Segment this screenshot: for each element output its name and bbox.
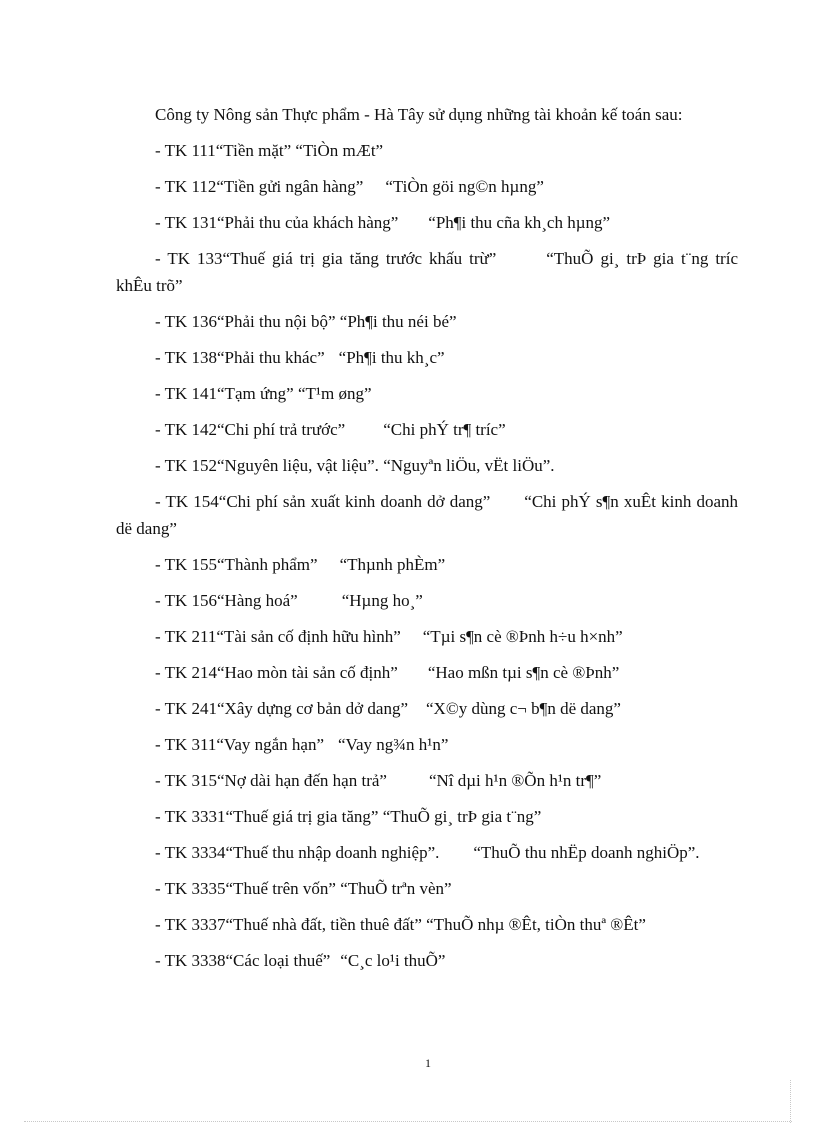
account-code: - TK 3338: [155, 951, 226, 970]
account-code: - TK 133: [155, 249, 223, 268]
account-name: “Chi phí trả trước”: [217, 420, 346, 439]
account-name: “Hao mòn tài sản cố định”: [217, 663, 398, 682]
account-code: - TK 131: [155, 213, 218, 232]
account-code: - TK 3337: [155, 915, 226, 934]
account-code: - TK 311: [155, 735, 217, 754]
account-code: - TK 154: [155, 492, 219, 511]
account-item-154: [116, 488, 738, 542]
account-item-112: [116, 173, 738, 200]
account-code: - TK 136: [155, 312, 218, 331]
document-body: [116, 101, 743, 983]
account-code: - TK 155: [155, 555, 218, 574]
account-name-legacy: “Ph¶i thu cña kh¸ch hµng”: [428, 213, 611, 232]
account-name-legacy: “Thµnh phÈm”: [339, 555, 446, 574]
account-name-legacy: “Nî dµi h¹n ®Õn h¹n tr¶”: [428, 771, 602, 790]
account-item-3337: [116, 911, 738, 938]
account-name-legacy: “C¸c lo¹i thuÕ”: [340, 951, 446, 970]
account-item-315: [116, 767, 738, 794]
account-name-legacy: “ThuÕ gi¸ trÞ gia t¨ng”: [382, 807, 542, 826]
account-code: - TK 211: [155, 627, 217, 646]
account-name: “Vay ngắn hạn”: [216, 735, 325, 754]
account-name: “Thuế thu nhập doanh nghiệp”.: [225, 843, 440, 862]
account-code: - TK 214: [155, 663, 218, 682]
account-name-legacy: “Tµi s¶n cè ®Þnh h÷u h×nh”: [422, 627, 623, 646]
account-name: “Phải thu của khách hàng”: [217, 213, 399, 232]
account-name: “Chi phí sản xuất kinh doanh dở dang”: [218, 492, 491, 511]
account-name-legacy: “ThuÕ thu nhËp doanh nghiÖp”.: [473, 843, 700, 862]
account-name: “Xây dựng cơ bản dở dang”: [217, 699, 409, 718]
account-code: - TK 3335: [155, 879, 226, 898]
account-name: “Thuế trên vốn”: [225, 879, 336, 898]
account-item-138: [116, 344, 738, 371]
account-name-legacy: “Chi phÝ tr¶ tríc”: [383, 420, 506, 439]
account-code: - TK 112: [155, 177, 217, 196]
page-number: 1: [425, 1056, 431, 1070]
account-name: “Thuế giá trị gia tăng trước khấu trừ”: [222, 249, 497, 268]
account-name-legacy: “X©y dùng c¬ b¶n dë dang”: [426, 699, 621, 718]
account-name: “Các loại thuế”: [225, 951, 331, 970]
account-name-legacy: “TiÒn göi ng©n hµng”: [385, 177, 544, 196]
intro-paragraph: Công ty Nông sản Thực phẩm - Hà Tây sử dụng những tài khoản kế toán sau:: [155, 105, 683, 124]
account-name-legacy: “Ph¶i thu kh¸c”: [338, 348, 445, 367]
account-item-111: [116, 137, 738, 164]
account-name: “Hàng hoá”: [217, 591, 298, 610]
account-name-legacy: “Hµng ho¸”: [341, 591, 423, 610]
account-name-legacy: “ThuÕ trªn vèn”: [340, 879, 452, 898]
account-name: “Thuế giá trị gia tăng”: [225, 807, 379, 826]
account-name: “Phải thu nội bộ”: [217, 312, 336, 331]
account-name: “Nợ dài hạn đến hạn trả”: [217, 771, 387, 790]
account-code: - TK 138: [155, 348, 218, 367]
footer-divider: [24, 1121, 792, 1122]
account-name: “Tài sản cố định hữu hình”: [216, 627, 401, 646]
account-name: “Nguyên liệu, vật liệu”.: [217, 456, 379, 475]
account-item-155: [116, 551, 738, 578]
account-item-131: [116, 209, 738, 236]
account-code: - TK 3331: [155, 807, 226, 826]
account-item-136: [116, 308, 738, 335]
account-item-133: [116, 245, 743, 299]
account-item-211: [116, 623, 738, 650]
account-name: “Tiền mặt”: [215, 141, 292, 160]
account-name-legacy: “Ph¶i thu néi bé”: [339, 312, 457, 331]
account-name: “Tiền gửi ngân hàng”: [216, 177, 364, 196]
account-name-legacy: “Chi phÝ s¶n xuÊt kinh doanh dë dang”: [116, 492, 738, 538]
account-code: - TK 3334: [155, 843, 226, 862]
account-code: - TK 111: [155, 141, 216, 160]
account-item-3338: [116, 947, 738, 974]
account-item-311: [116, 731, 738, 758]
account-name: “Thành phẩm”: [217, 555, 318, 574]
account-item-241: [116, 695, 738, 722]
account-name-legacy: “Nguyªn liÖu, vËt liÖu”.: [383, 456, 555, 475]
account-name-legacy: “T¹m øng”: [297, 384, 372, 403]
account-item-152: [116, 452, 738, 479]
account-name-legacy: “Vay ng¾n h¹n”: [338, 735, 449, 754]
account-item-3331: [116, 803, 738, 830]
account-name: “Thuế nhà đất, tiền thuê đất”: [225, 915, 422, 934]
account-item-142: [116, 416, 738, 443]
account-name-legacy: “Hao mßn tµi s¶n cè ®Þnh”: [427, 663, 620, 682]
account-code: - TK 156: [155, 591, 218, 610]
account-name: “Tạm ứng”: [217, 384, 294, 403]
account-item-214: [116, 659, 738, 686]
account-name: “Phải thu khác”: [217, 348, 325, 367]
account-name-legacy: “ThuÕ nhµ ®Êt, tiÒn thuª ®Êt”: [426, 915, 646, 934]
account-code: - TK 142: [155, 420, 218, 439]
account-name-legacy: “ThuÕ gi¸ trÞ gia t¨ng tríc khÊu trõ”: [116, 249, 743, 295]
account-code: - TK 152: [155, 456, 218, 475]
account-item-141: [116, 380, 738, 407]
account-code: - TK 241: [155, 699, 218, 718]
account-item-156: [116, 587, 738, 614]
account-name-legacy: “TiÒn mÆt”: [295, 141, 384, 160]
margin-divider: [790, 1080, 791, 1123]
account-code: - TK 141: [155, 384, 218, 403]
account-code: - TK 315: [155, 771, 218, 790]
account-item-3334: [116, 839, 738, 866]
account-item-3335: [116, 875, 738, 902]
